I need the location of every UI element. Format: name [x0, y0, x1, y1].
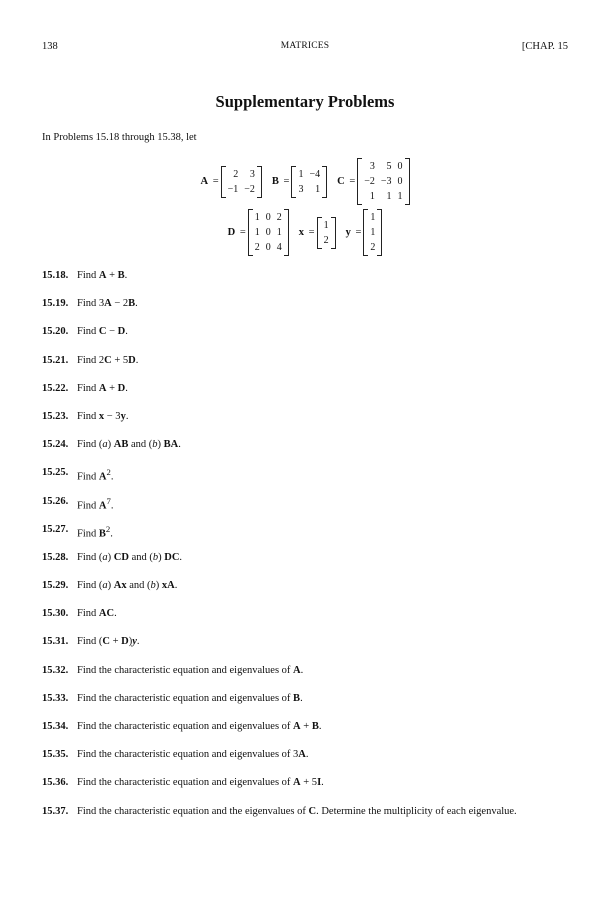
problem-text: Find (C + D)y.	[77, 636, 140, 648]
matrix-entry: 1	[370, 212, 376, 223]
problem-number: 15.18.	[42, 270, 69, 281]
matrix-entry: 1	[254, 227, 260, 238]
matrix-entry: 1	[276, 227, 282, 238]
matrix-row	[321, 218, 332, 233]
matrix-entry: 1	[254, 212, 260, 223]
problem-text: Find (a) CD and (b) DC.	[77, 551, 183, 563]
problem-text: Find AC.	[77, 608, 117, 620]
matrix-entry: 2	[233, 168, 239, 180]
matrix-entry: 5	[386, 161, 392, 172]
problem-text: Find the characteristic equation and eigenvalues of A + B.	[77, 721, 322, 732]
matrix-row	[367, 210, 378, 225]
matrix-entry: 0	[265, 227, 271, 238]
matrix-a-definition: A = 2 3 −1 −2	[200, 166, 261, 198]
matrix-row	[295, 182, 323, 197]
matrix-entry: 0	[397, 176, 403, 187]
problem-text: Find (a) Ax and (b) xA.	[77, 580, 178, 592]
matrix-row	[367, 240, 378, 255]
matrix-b	[291, 166, 327, 198]
matrix-entry: 2	[276, 212, 282, 223]
chapter-reference: [CHAP. 15	[521, 41, 568, 52]
problem-number: 15.31.	[42, 636, 69, 648]
matrix-entry: 0	[265, 242, 271, 253]
matrix-row	[361, 189, 405, 204]
matrix-row	[252, 225, 285, 240]
problem-text: Find C − D.	[77, 326, 128, 338]
matrix-entry: 2	[370, 242, 376, 253]
matrix-row	[252, 240, 285, 255]
problem-text: Find x − 3y.	[77, 410, 129, 422]
problem-number: 15.20.	[42, 326, 69, 338]
matrix-entry: 4	[276, 242, 282, 253]
matrix-row-1	[0, 158, 610, 205]
matrix-c-definition: C = 3 5 0 −2 −3 0 1 1 1	[337, 158, 409, 205]
problem-item	[42, 355, 582, 383]
problem-number: 15.27.	[42, 523, 69, 535]
matrix-entry: 3	[249, 168, 255, 180]
problem-text: Find (a) AB and (b) BA.	[77, 439, 181, 451]
matrix-entry: −1	[227, 183, 239, 195]
problem-item	[42, 806, 582, 834]
vector-label: y	[345, 227, 351, 238]
problem-text: Find 2C + 5D.	[77, 354, 139, 366]
matrix-entry: −4	[309, 168, 321, 180]
matrix-entry: 3	[298, 183, 304, 195]
problem-text: Find the characteristic equation and eigenvalues of 3A.	[77, 749, 309, 761]
matrix-d	[248, 209, 289, 256]
problem-text: Find A + D.	[77, 382, 128, 394]
problem-item	[42, 608, 582, 636]
problem-number: 15.28.	[42, 551, 69, 563]
problem-item	[42, 496, 582, 524]
problem-item	[42, 270, 582, 298]
matrix-entry: 1	[298, 168, 304, 180]
matrix-row	[225, 167, 258, 182]
matrix-row	[361, 174, 405, 189]
matrix-entry: 2	[254, 242, 260, 253]
matrix-row	[252, 210, 285, 225]
problem-text: Find A + B.	[77, 270, 128, 281]
matrix-row-2	[0, 209, 610, 256]
problem-item	[42, 749, 582, 777]
matrix-row	[225, 182, 258, 197]
problem-number: 15.34.	[42, 721, 69, 732]
problem-number: 15.36.	[42, 777, 69, 789]
matrix-entry: 1	[370, 227, 376, 238]
problem-text: Find the characteristic equation and eigenvalues of A.	[77, 664, 304, 676]
matrix-label: B	[271, 176, 279, 187]
matrix-entry: 0	[397, 161, 403, 172]
problem-item	[42, 580, 582, 608]
matrix-entry: 2	[323, 234, 329, 246]
problem-number: 15.35.	[42, 749, 69, 761]
matrix-entry: 1	[386, 191, 392, 202]
problem-number: 15.23.	[42, 410, 69, 422]
problem-number: 15.32.	[42, 664, 69, 676]
problem-number: 15.24.	[42, 439, 69, 451]
matrix-entry: 1	[323, 219, 329, 231]
matrix-a	[221, 166, 262, 198]
matrix-row	[361, 159, 405, 174]
problem-item	[42, 383, 582, 411]
matrix-row	[321, 233, 332, 248]
matrix-entry: 1	[369, 191, 375, 202]
matrix-c	[357, 158, 409, 205]
matrix-row	[367, 225, 378, 240]
matrix-entry: −2	[244, 183, 255, 195]
problem-text: Find the characteristic equation and eigenvalues of A + 5I.	[77, 777, 324, 789]
matrix-label: A	[200, 176, 209, 187]
problem-text: Find 3A − 2B.	[77, 298, 138, 310]
matrix-entry: 0	[265, 212, 271, 223]
problem-number: 15.26.	[42, 495, 69, 507]
problem-item	[42, 298, 582, 326]
problem-text: Find the characteristic equation and eigenvalues of B.	[77, 692, 303, 704]
problem-number: 15.37.	[42, 805, 69, 817]
problem-text: Find $A^7$.	[77, 495, 114, 511]
page-number: 138	[42, 41, 58, 52]
vector-x	[317, 217, 336, 249]
matrix-entry: 3	[369, 161, 375, 172]
matrix-label: C	[337, 176, 345, 187]
problem-item	[42, 636, 582, 664]
matrix-b-definition: B = 1 −4 3 1	[272, 166, 327, 198]
matrix-d-definition: D = 1 0 2 1 0 1 2 0 4	[228, 209, 289, 256]
matrix-entry: 1	[315, 183, 321, 195]
running-head-title: MATRICES	[280, 41, 330, 51]
problem-list	[42, 270, 582, 834]
problem-item	[42, 326, 582, 354]
intro-text: In Problems 15.18 through 15.38, let	[42, 132, 197, 143]
matrix-entry: 1	[397, 191, 403, 202]
vector-y-definition: y = 1 1 2	[346, 209, 383, 256]
section-title: Supplementary Problems	[215, 92, 395, 111]
matrix-row	[295, 167, 323, 182]
problem-item	[42, 411, 582, 439]
problem-number: 15.33.	[42, 692, 69, 704]
problem-number: 15.19.	[42, 298, 69, 310]
vector-x-definition: x = 1 2	[299, 217, 336, 249]
problem-text: Find $B^2$.	[77, 523, 113, 540]
problem-item	[42, 665, 582, 693]
matrix-label: D	[227, 227, 236, 238]
problem-text: Find the characteristic equation and the eigenvalues of C. Determine the multiplicity of each eigenvalue.	[77, 805, 517, 817]
problem-item	[42, 721, 582, 749]
problem-item	[42, 524, 582, 552]
vector-y	[363, 209, 382, 256]
vector-label: x	[298, 227, 305, 238]
problem-number: 15.25.	[42, 467, 69, 479]
problem-number: 15.30.	[42, 608, 69, 620]
problem-item	[42, 439, 582, 467]
matrix-entry: −2	[364, 176, 375, 187]
problem-number: 15.21.	[42, 354, 69, 366]
problem-item	[42, 467, 582, 495]
problem-item	[42, 777, 582, 805]
problem-number: 15.22.	[42, 382, 69, 394]
matrix-entry: −3	[380, 176, 392, 187]
problem-item	[42, 693, 582, 721]
problem-text: Find $A^2$.	[77, 467, 114, 483]
problem-number: 15.29.	[42, 580, 69, 592]
problem-item	[42, 552, 582, 580]
